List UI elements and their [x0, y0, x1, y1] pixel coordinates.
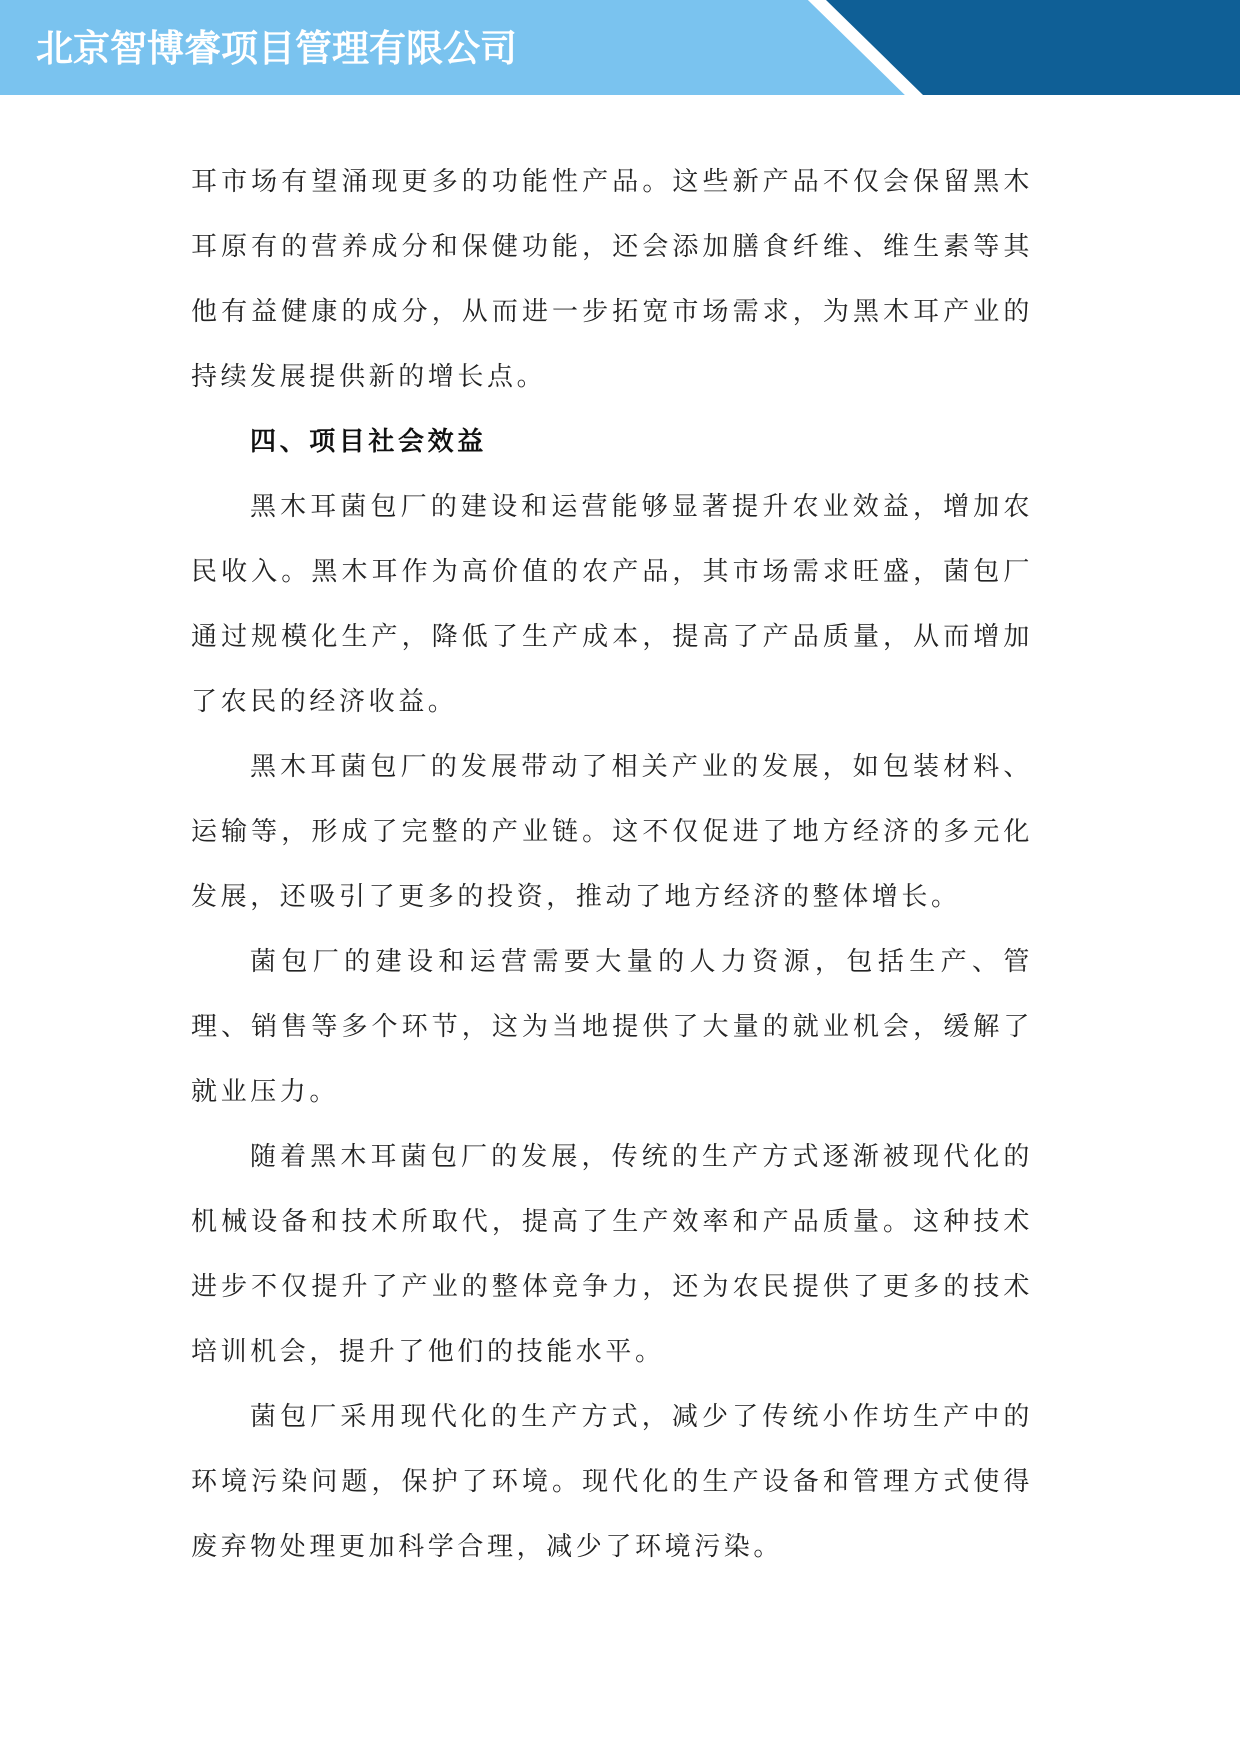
paragraph: 黑木耳菌包厂的建设和运营能够显著提升农业效益，增加农民收入。黑木耳作为高价值的农产品，其市场需求旺盛，菌包厂通过规模化生产，降低了生产成本，提高了产品质量，从而增加了农民的经济收益。	[191, 492, 1033, 717]
paragraph: 黑木耳菌包厂的发展带动了相关产业的发展，如包装材料、运输等，形成了完整的产业链。这不仅促进了地方经济的多元化发展，还吸引了更多的投资，推动了地方经济的整体增长。	[191, 752, 1033, 912]
paragraph: 菌包厂采用现代化的生产方式，减少了传统小作坊生产中的环境污染问题，保护了环境。现代化的生产设备和管理方式使得废弃物处理更加科学合理，减少了环境污染。	[191, 1402, 1033, 1562]
paragraph: 随着黑木耳菌包厂的发展，传统的生产方式逐渐被现代化的机械设备和技术所取代，提高了生产效率和产品质量。这种技术进步不仅提升了产业的整体竞争力，还为农民提供了更多的技术培训机会，提升了他们的技能水平。	[191, 1142, 1033, 1367]
company-name: 北京智博睿项目管理有限公司	[36, 27, 517, 70]
document-body	[191, 150, 1033, 1580]
section-heading: 四、项目社会效益	[250, 427, 487, 457]
paragraph-continuation: 耳市场有望涌现更多的功能性产品。这些新产品不仅会保留黑木耳原有的营养成分和保健功能，还会添加膳食纤维、维生素等其他有益健康的成分，从而进一步拓宽市场需求，为黑木耳产业的持续发展提供新的增长点。	[191, 167, 1033, 392]
paragraph: 菌包厂的建设和运营需要大量的人力资源，包括生产、管理、销售等多个环节，这为当地提供了大量的就业机会，缓解了就业压力。	[191, 947, 1033, 1107]
page-header-banner	[0, 0, 1240, 95]
